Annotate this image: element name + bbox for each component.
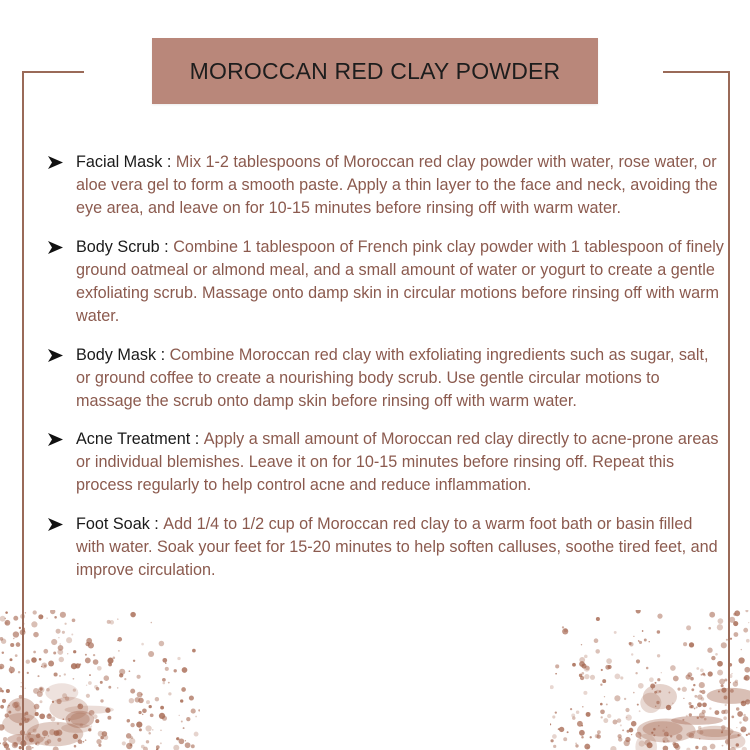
arrowhead-bullet-icon: [48, 513, 76, 536]
frame-top-left-line: [22, 71, 84, 73]
list-item-text: [76, 513, 724, 582]
list-item-label: Foot Soak :: [76, 515, 164, 533]
uses-list: [48, 151, 724, 597]
frame-right-line: [728, 71, 730, 750]
list-item-text: [76, 151, 724, 220]
list-item-label: Body Mask :: [76, 346, 170, 364]
arrowhead-bullet-icon: [48, 428, 76, 451]
frame-top-right-line: [663, 71, 730, 73]
list-item-label: Facial Mask :: [76, 153, 176, 171]
list-item-facial-mask: [48, 151, 724, 220]
list-item-text: [76, 344, 724, 413]
frame-left-line: [22, 71, 24, 750]
list-item-body-mask: [48, 344, 724, 413]
page-title: MOROCCAN RED CLAY POWDER: [189, 57, 561, 84]
list-item-text: [76, 236, 724, 328]
list-item-description: Add 1/4 to 1/2 cup of Moroccan red clay to a warm foot bath or basin filled with water. Soak your feet for 15-20 minutes to help soften calluses, soothe tired feet, and improve circulation.: [76, 515, 718, 579]
arrowhead-bullet-icon: [48, 151, 76, 174]
list-item-acne-treatment: [48, 428, 724, 497]
list-item-description: Mix 1-2 tablespoons of Moroccan red clay powder with water, rose water, or aloe vera gel to form a smooth paste. Apply a thin layer to the face and neck, avoiding the eye area, and leave on for 10-15 minutes before rinsing off with warm water.: [76, 153, 718, 217]
list-item-text: [76, 428, 724, 497]
list-item-description: Combine Moroccan red clay with exfoliating ingredients such as sugar, salt, or ground coffee to create a nourishing body scrub. Use gentle circular motions to massage the scrub onto damp skin before rinsing off with warm water.: [76, 346, 709, 410]
list-item-description: Apply a small amount of Moroccan red clay directly to acne-prone areas or individual blemishes. Leave it on for 10-15 minutes before rinsing off. Repeat this process regularly to help control acne and reduce inflammation.: [76, 430, 719, 494]
clay-powder-decoration-left: [0, 610, 200, 750]
arrowhead-bullet-icon: [48, 344, 76, 367]
arrowhead-bullet-icon: [48, 236, 76, 259]
list-item-foot-soak: [48, 513, 724, 582]
list-item-label: Body Scrub :: [76, 238, 174, 256]
list-item-description: Combine 1 tablespoon of French pink clay powder with 1 tablespoon of finely ground oatmeal or almond meal, and a small amount of water or yogurt to create a gentle exfoliating scrub. Massage onto damp skin in circular motions before rinsing off with warm water.: [76, 238, 724, 325]
list-item-body-scrub: [48, 236, 724, 328]
list-item-label: Acne Treatment :: [76, 430, 204, 448]
clay-powder-decoration-right: [550, 610, 750, 750]
title-banner: [152, 38, 598, 104]
